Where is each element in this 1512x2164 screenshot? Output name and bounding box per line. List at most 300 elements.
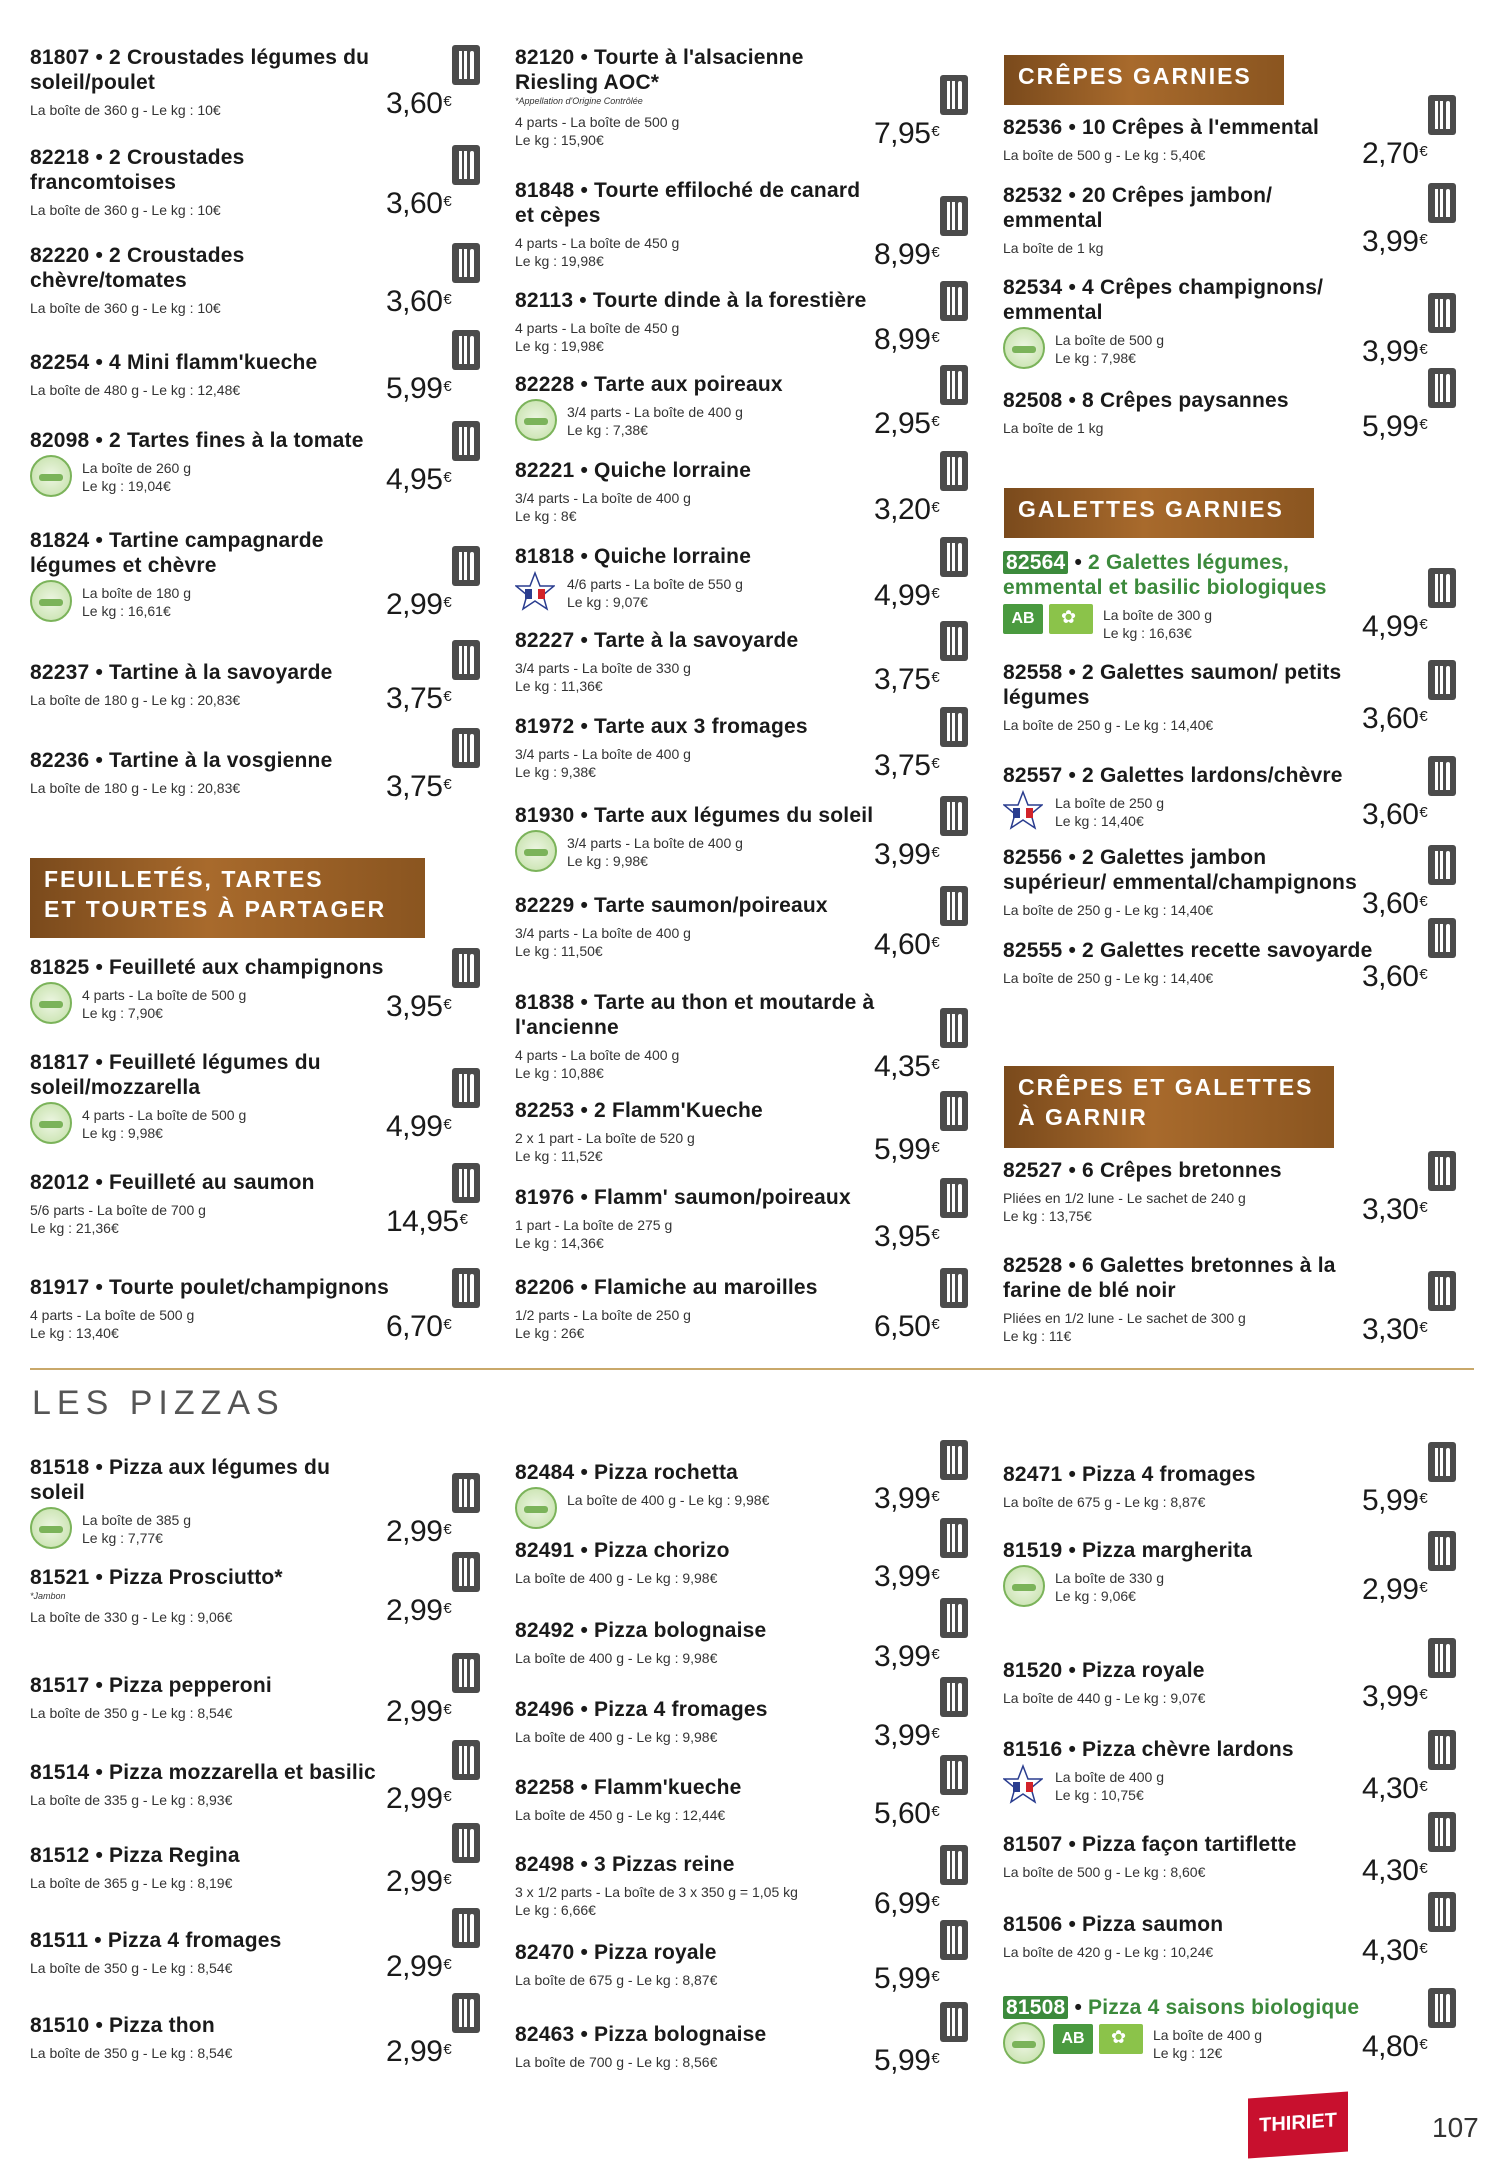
product-name (515, 458, 885, 483)
price-value: 3,95 (874, 1220, 931, 1253)
product-detail: Le kg : 9,98€ (82, 1125, 163, 1141)
product-price (386, 1517, 451, 1547)
product-price (874, 119, 939, 149)
product-price (386, 2037, 451, 2067)
product-name (1003, 1832, 1373, 1857)
separator: • (574, 2023, 595, 2046)
separator: • (89, 956, 110, 979)
currency-symbol: € (443, 2041, 452, 2058)
currency-symbol: € (931, 585, 940, 602)
product-title: Pizza bolognaise (594, 1619, 767, 1642)
product-item (1003, 183, 1373, 257)
currency-symbol: € (1419, 1686, 1428, 1703)
product-code: 82492 (515, 1619, 575, 1642)
cutlery-icon (452, 1653, 480, 1693)
product-price (874, 240, 939, 270)
product-detail: Le kg : 11,50€ (515, 943, 603, 959)
product-code: 82532 (1003, 184, 1063, 207)
product-title: 2 Croustades légumes du soleil/poulet (30, 46, 370, 94)
currency-symbol: € (931, 329, 940, 346)
cutlery-icon (1428, 1442, 1456, 1482)
product-code: 82536 (1003, 116, 1063, 139)
product-title: Pizza aux légumes du soleil (30, 1456, 331, 1504)
product-price (874, 1135, 939, 1165)
product-code: 82228 (515, 373, 575, 396)
price-value: 8,99 (874, 238, 931, 271)
separator: • (574, 373, 595, 396)
separator: • (1062, 1539, 1083, 1562)
product-item (30, 243, 390, 317)
separator: • (89, 1844, 110, 1867)
product-code: 82555 (1003, 939, 1063, 962)
cutlery-icon (1428, 756, 1456, 796)
page-number: 107 (1432, 2112, 1479, 2143)
product-code: 81521 (30, 1566, 90, 1589)
vegetarian-label-icon (30, 982, 72, 1024)
product-detail: 4 parts - La boîte de 450 g (515, 320, 680, 336)
product-title: Pizza mozzarella et basilic (109, 1761, 376, 1784)
separator: • (1062, 1463, 1083, 1486)
cutlery-icon (940, 1677, 968, 1717)
product-item (515, 714, 885, 781)
product-detail: 3/4 parts - La boîte de 330 g (515, 660, 691, 676)
product-name (1003, 938, 1373, 963)
price-value: 8,99 (874, 323, 931, 356)
product-name (30, 350, 390, 375)
product-title: Pizza Regina (109, 1844, 240, 1867)
product-name (1003, 763, 1373, 788)
price-value: 3,60 (1362, 798, 1419, 831)
currency-symbol: € (1419, 1490, 1428, 1507)
product-price (1362, 1486, 1427, 1516)
product-name (515, 1275, 885, 1300)
price-value: 5,99 (1362, 410, 1419, 443)
cutlery-icon (940, 1440, 968, 1480)
product-price (386, 374, 451, 404)
product-item (515, 45, 885, 149)
separator: • (89, 1051, 110, 1074)
product-title: Quiche lorraine (594, 545, 752, 568)
product-title: 2 Galettes recette savoyarde (1082, 939, 1373, 962)
product-detail: La boîte de 360 g - Le kg : 10€ (30, 300, 221, 316)
product-item (1003, 763, 1373, 830)
product-item (1003, 1658, 1373, 1707)
french-origin-star-icon (1003, 1764, 1043, 1804)
product-detail: Le kg : 19,04€ (82, 478, 171, 494)
product-detail: La boîte de 335 g - Le kg : 8,93€ (30, 1792, 233, 1808)
cutlery-icon (452, 330, 480, 370)
product-price (874, 1889, 939, 1919)
product-detail: La boîte de 330 g (1055, 1570, 1164, 1586)
currency-symbol: € (931, 2050, 940, 2067)
product-detail: 1/2 parts - La boîte de 250 g (515, 1307, 691, 1323)
product-detail: Le kg : 8€ (515, 508, 577, 524)
product-item (30, 1275, 390, 1342)
currency-symbol: € (1419, 1940, 1428, 1957)
banner-line: CRÊPES GARNIES (1018, 63, 1252, 89)
product-title: Pizza thon (109, 2014, 215, 2037)
product-detail: La boîte de 180 g - Le kg : 20,83€ (30, 780, 241, 796)
separator: • (1062, 939, 1083, 962)
cutlery-icon (1428, 1892, 1456, 1932)
product-name (515, 1185, 885, 1210)
product-price (386, 590, 451, 620)
product-code: 82527 (1003, 1159, 1063, 1182)
product-item (30, 1565, 390, 1626)
product-detail: 2 x 1 part - La boîte de 520 g (515, 1130, 695, 1146)
product-name (515, 45, 885, 95)
cutlery-icon (1428, 918, 1456, 958)
price-value: 3,75 (386, 770, 443, 803)
product-detail: La boîte de 500 g (1055, 332, 1164, 348)
currency-symbol: € (931, 1893, 940, 1910)
product-title: 2 Galettes saumon/ petits légumes (1003, 661, 1342, 709)
product-name (515, 1618, 885, 1643)
product-price (386, 287, 451, 317)
product-title: Tourte poulet/champignons (109, 1276, 389, 1299)
separator: • (574, 804, 595, 827)
product-name (30, 145, 390, 195)
separator: • (1062, 1913, 1083, 1936)
product-item (30, 660, 390, 709)
separator: • (1062, 1738, 1083, 1761)
price-value: 2,70 (1362, 137, 1419, 170)
product-price (1362, 1936, 1427, 1966)
product-detail: 4 parts - La boîte de 450 g (515, 235, 680, 251)
product-price (874, 495, 939, 525)
currency-symbol: € (931, 123, 940, 140)
separator: • (574, 1853, 595, 1876)
product-detail: 4 parts - La boîte de 500 g (82, 1107, 247, 1123)
product-code: 82557 (1003, 764, 1063, 787)
product-price (386, 992, 451, 1022)
product-name (1003, 1158, 1373, 1183)
price-value: 7,95 (874, 117, 931, 150)
product-item (515, 1940, 885, 1989)
banner-galettes-garnies (1004, 488, 1314, 538)
product-detail: 3/4 parts - La boîte de 400 g (515, 925, 691, 941)
product-code: 81518 (30, 1456, 90, 1479)
separator: • (574, 715, 595, 738)
product-detail: La boîte de 400 g - Le kg : 9,98€ (515, 1650, 718, 1666)
price-value: 6,50 (874, 1310, 931, 1343)
separator: • (1062, 661, 1083, 684)
cutlery-icon (940, 281, 968, 321)
product-code: 82556 (1003, 846, 1063, 869)
currency-symbol: € (1419, 893, 1428, 910)
price-value: 2,99 (1362, 1573, 1419, 1606)
product-item (30, 1170, 390, 1237)
product-detail: Le kg : 9,07€ (567, 594, 648, 610)
product-price (1362, 1774, 1427, 1804)
product-item (1003, 115, 1373, 164)
cutlery-icon (1428, 1730, 1456, 1770)
currency-symbol: € (931, 1488, 940, 1505)
product-price (874, 325, 939, 355)
product-price (386, 1697, 451, 1727)
vegetarian-label-icon (30, 1507, 72, 1549)
product-item (30, 528, 390, 620)
currency-symbol: € (931, 244, 940, 261)
product-name (30, 45, 390, 95)
vegetarian-label-icon (1003, 327, 1045, 369)
product-title: Tarte au thon et moutarde à l'ancienne (515, 991, 875, 1039)
product-detail: La boîte de 450 g - Le kg : 12,44€ (515, 1807, 726, 1823)
product-name (515, 803, 885, 828)
product-price (874, 665, 939, 695)
separator: • (89, 429, 110, 452)
product-detail: La boîte de 350 g - Le kg : 8,54€ (30, 1705, 233, 1721)
separator: • (89, 749, 110, 772)
product-item (30, 1760, 390, 1809)
cutlery-icon (452, 1068, 480, 1108)
product-title: Pizza 4 saisons biologique (1088, 1996, 1360, 2019)
product-detail: La boîte de 385 g (82, 1512, 191, 1528)
cutlery-icon (452, 1163, 480, 1203)
product-title: Pizza pepperoni (109, 1674, 272, 1697)
product-code: 81976 (515, 1186, 575, 1209)
product-item (1003, 938, 1373, 987)
product-detail: La boîte de 500 g - Le kg : 5,40€ (1003, 147, 1206, 163)
product-detail: 3/4 parts - La boîte de 400 g (567, 835, 743, 851)
price-value: 5,99 (874, 1962, 931, 1995)
product-title: Flamm' saumon/poireaux (594, 1186, 851, 1209)
product-code: 82227 (515, 629, 575, 652)
cutlery-icon (940, 886, 968, 926)
french-origin-star-icon (515, 571, 555, 611)
price-value: 4,30 (1362, 1934, 1419, 1967)
cutlery-icon (452, 243, 480, 283)
product-detail: Le kg : 16,63€ (1103, 625, 1192, 641)
product-name (515, 372, 885, 397)
cutlery-icon (940, 707, 968, 747)
price-value: 5,99 (1362, 1484, 1419, 1517)
product-detail: La boîte de 675 g - Le kg : 8,87€ (515, 1972, 718, 1988)
banner-line: FEUILLETÉS, TARTES (44, 866, 324, 892)
product-price (1362, 2032, 1427, 2062)
product-price (874, 751, 939, 781)
separator: • (88, 1929, 108, 1952)
product-title: Tartine à la vosgienne (109, 749, 333, 772)
product-code: 82254 (30, 351, 90, 374)
separator: • (89, 661, 110, 684)
product-name (515, 1940, 885, 1965)
currency-symbol: € (931, 499, 940, 516)
price-value: 3,60 (1362, 960, 1419, 993)
product-title: Flamiche au maroilles (594, 1276, 818, 1299)
banner-line: ET TOURTES À PARTAGER (44, 896, 387, 922)
pizzas-section-title: LES PIZZAS (32, 1384, 285, 1422)
price-value: 3,60 (386, 187, 443, 220)
cutlery-icon (452, 1552, 480, 1592)
product-item (1003, 1158, 1373, 1225)
product-price (874, 1562, 939, 1592)
product-code: 81818 (515, 545, 575, 568)
product-detail: 3 x 1/2 parts - La boîte de 3 x 350 g = 1,05 kg (515, 1884, 798, 1900)
product-price (386, 189, 451, 219)
product-price (874, 1642, 939, 1672)
product-name (30, 1843, 390, 1868)
vegetarian-label-icon (515, 1487, 557, 1529)
product-item (1003, 1462, 1373, 1511)
banner-line: CRÊPES ET GALETTES (1018, 1074, 1314, 1100)
product-name (30, 1760, 390, 1785)
separator: • (573, 289, 593, 312)
separator: • (89, 351, 110, 374)
product-detail: La boîte de 480 g - Le kg : 12,48€ (30, 382, 241, 398)
product-detail: La boîte de 1 kg (1003, 240, 1104, 256)
price-value: 5,60 (874, 1797, 931, 1830)
vegetarian-label-icon (30, 1102, 72, 1144)
currency-symbol: € (931, 755, 940, 772)
product-code: 82470 (515, 1941, 575, 1964)
separator: • (1068, 1996, 1089, 2019)
product-item (515, 1275, 885, 1342)
product-price (874, 581, 939, 611)
price-value: 4,99 (1362, 610, 1419, 643)
product-code: 81506 (1003, 1913, 1063, 1936)
product-detail: La boîte de 360 g - Le kg : 10€ (30, 202, 221, 218)
vegetarian-label-icon (30, 455, 72, 497)
product-code: 81930 (515, 804, 575, 827)
currency-symbol: € (931, 1646, 940, 1663)
product-code: 82120 (515, 46, 575, 69)
banner-line: GALETTES GARNIES (1018, 496, 1284, 522)
price-value: 2,99 (386, 2035, 443, 2068)
currency-symbol: € (931, 1139, 940, 1156)
product-title: Pizza chèvre lardons (1082, 1738, 1294, 1761)
product-detail: La boîte de 180 g - Le kg : 20,83€ (30, 692, 241, 708)
product-item (1003, 660, 1373, 734)
price-value: 2,99 (386, 1594, 443, 1627)
price-value: 2,99 (386, 1695, 443, 1728)
currency-symbol: € (443, 1871, 452, 1888)
price-value: 4,99 (386, 1110, 443, 1143)
separator: • (89, 146, 110, 169)
price-value: 3,60 (386, 285, 443, 318)
cutlery-icon (1428, 660, 1456, 700)
product-item (515, 178, 885, 270)
product-code: 82484 (515, 1461, 575, 1484)
product-detail: Le kg : 7,77€ (82, 1530, 163, 1546)
product-price (874, 840, 939, 870)
product-detail: Le kg : 9,38€ (515, 764, 596, 780)
price-value: 6,99 (874, 1887, 931, 1920)
currency-symbol: € (1419, 1199, 1428, 1216)
product-name (30, 1275, 390, 1300)
product-name (1003, 1737, 1373, 1762)
product-detail: Le kg : 19,98€ (515, 253, 604, 269)
product-price (386, 1952, 451, 1982)
product-item (1003, 275, 1373, 367)
price-value: 14,95 (386, 1205, 459, 1238)
product-detail: Le kg : 7,98€ (1055, 350, 1136, 366)
product-detail: Le kg : 9,98€ (567, 853, 648, 869)
product-code: 82534 (1003, 276, 1063, 299)
price-value: 4,30 (1362, 1772, 1419, 1805)
product-detail: Le kg : 12€ (1153, 2045, 1223, 2061)
product-code: 81512 (30, 1844, 90, 1867)
product-title: 6 Galettes bretonnes à la farine de blé noir (1003, 1254, 1336, 1302)
currency-symbol: € (443, 378, 452, 395)
product-item (1003, 1995, 1373, 2062)
price-value: 5,99 (386, 372, 443, 405)
separator: • (89, 1566, 110, 1589)
product-title: Quiche lorraine (594, 459, 752, 482)
separator: • (89, 1171, 110, 1194)
cutlery-icon (940, 1598, 968, 1638)
product-detail: 3/4 parts - La boîte de 400 g (567, 404, 743, 420)
product-title: Flamm'kueche (594, 1776, 742, 1799)
product-name (1003, 388, 1373, 413)
product-title: Pizza 4 fromages (107, 1929, 282, 1952)
cutlery-icon (452, 1908, 480, 1948)
cutlery-icon (452, 1993, 480, 2033)
product-item (1003, 845, 1373, 919)
separator: • (1062, 389, 1083, 412)
product-name (1003, 1462, 1373, 1487)
separator: • (574, 179, 595, 202)
product-price (874, 1312, 939, 1342)
product-code: 82463 (515, 2023, 575, 2046)
currency-symbol: € (443, 594, 452, 611)
product-title: 8 Crêpes paysannes (1082, 389, 1289, 412)
currency-symbol: € (1419, 1319, 1428, 1336)
product-detail: La boîte de 400 g - Le kg : 9,98€ (515, 1570, 718, 1586)
product-detail: La boîte de 1 kg (1003, 420, 1104, 436)
product-name (30, 1565, 390, 1590)
product-price (874, 1964, 939, 1994)
cutlery-icon (940, 1178, 968, 1218)
product-name (515, 714, 885, 739)
separator: • (89, 1276, 110, 1299)
product-price (386, 1312, 451, 1342)
price-value: 2,95 (874, 407, 931, 440)
currency-symbol: € (1419, 804, 1428, 821)
vegetarian-label-icon (1003, 1565, 1045, 1607)
brand-name: THIRIET (1259, 2109, 1337, 2137)
separator: • (574, 1698, 595, 1721)
currency-symbol: € (931, 1725, 940, 1742)
currency-symbol: € (1419, 1579, 1428, 1596)
product-title: Tourte dinde à la forestière (592, 289, 867, 312)
currency-symbol: € (443, 1701, 452, 1718)
price-value: 5,99 (874, 2044, 931, 2077)
separator: • (1062, 764, 1083, 787)
product-price (874, 1484, 939, 1514)
product-detail: 5/6 parts - La boîte de 700 g (30, 1202, 206, 1218)
separator: • (89, 46, 110, 69)
product-detail: 4 parts - La boîte de 500 g (30, 1307, 195, 1323)
price-value: 4,60 (874, 928, 931, 961)
product-detail: La boîte de 360 g - Le kg : 10€ (30, 102, 221, 118)
product-title: Feuilleté aux champignons (109, 956, 384, 979)
product-name (30, 748, 390, 773)
product-code: 82221 (515, 459, 575, 482)
product-detail: Le kg : 16,61€ (82, 603, 171, 619)
cutlery-icon (940, 1091, 968, 1131)
product-name (30, 1673, 390, 1698)
cutlery-icon (452, 145, 480, 185)
product-code: 82471 (1003, 1463, 1063, 1486)
product-item (1003, 1253, 1373, 1345)
product-code: 82229 (515, 894, 575, 917)
product-price (386, 1784, 451, 1814)
product-detail: 4 parts - La boîte de 400 g (515, 1047, 680, 1063)
product-code: 81507 (1003, 1833, 1063, 1856)
cutlery-icon (1428, 1271, 1456, 1311)
product-detail: La boîte de 400 g - Le kg : 9,98€ (515, 1729, 718, 1745)
